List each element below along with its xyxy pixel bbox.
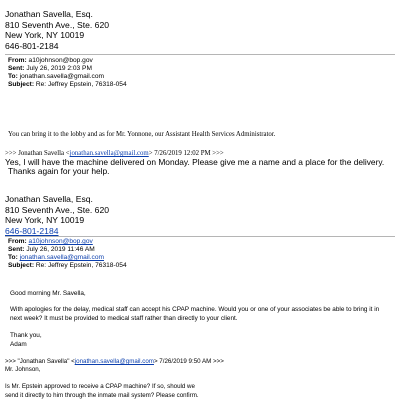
quoted-header [5, 358, 224, 366]
signature-block [5, 9, 109, 51]
to-link[interactable]: jonathan.savella@gmail.com [19, 254, 105, 262]
email-body-text: You can bring it to the lobby and as for Mr. Yonnone, our Assistant Health Services Administrator. [8, 131, 276, 138]
email-link[interactable]: jonathan.savella@gmail.com [74, 358, 154, 365]
email-link[interactable]: jonathan.savella@gmail.com [69, 150, 149, 157]
signature-address-line1: 810 Seventh Ave., Ste. 620 [5, 19, 110, 30]
quoted-line: Is Mr. Epstein approved to receive a CPAP machine? If so, should we [5, 383, 195, 390]
signature-phone-link[interactable]: 646-801-2184 [5, 225, 59, 236]
email-header [8, 57, 127, 89]
subject-value: Re: Jeffrey Epstein, 76318-054 [35, 81, 127, 89]
from-link[interactable]: a10johnson@bop.gov [28, 238, 93, 245]
from-value: a10johnson@bop.gov [28, 57, 93, 64]
quoted-header-suffix: > 7/26/2019 9:50 AM >>> [153, 358, 224, 365]
signature-address-line2: New York, NY 10019 [5, 30, 85, 41]
from-label: From: [8, 57, 27, 64]
sent-value: July 26, 2019 11:46 AM [26, 246, 95, 254]
subject-label: Subject: [8, 81, 35, 89]
email-thanks: Thank you, [10, 332, 42, 339]
subject-value: Re: Jeffrey Epstein, 76318-054 [35, 262, 127, 270]
signature-address-line2: New York, NY 10019 [5, 215, 85, 226]
quoted-line: Yes, I will have the machine delivered on Monday. Please give me a name and a place for the delivery. [5, 157, 385, 167]
subject-label: Subject: [8, 262, 35, 270]
quoted-line: Thanks again for your help. [8, 166, 110, 176]
separator-line [5, 236, 395, 237]
quoted-header-prefix: >>> Jonathan Savella < [5, 150, 70, 157]
signature-address-line1: 810 Seventh Ave., Ste. 620 [5, 204, 110, 215]
email-signoff: Adam [10, 341, 27, 348]
quoted-salutation: Mr. Johnson, [5, 366, 41, 373]
sent-value: July 26, 2019 2:03 PM [26, 65, 92, 73]
signature-block [5, 194, 109, 236]
to-label: To: [8, 73, 18, 81]
quoted-header-prefix: >>> "Jonathan Savella" < [5, 358, 75, 365]
sent-label: Sent: [8, 246, 25, 254]
sent-label: Sent: [8, 65, 25, 73]
email-greeting: Good morning Mr. Savella, [10, 290, 86, 297]
signature-name: Jonathan Savella, Esq. [5, 194, 93, 204]
email-body-line: With apologies for the delay, medical staff can accept his CPAP machine. Would you or one of your associates be able to bring it in [10, 306, 380, 313]
to-value: jonathan.savella@gmail.com [19, 73, 105, 81]
email-body-line: next week? It must be provided to medical staff rather than directly to your client. [10, 315, 238, 322]
to-label: To: [8, 254, 18, 262]
signature-phone: 646-801-2184 [5, 40, 59, 51]
separator-line [5, 54, 395, 55]
signature-name: Jonathan Savella, Esq. [5, 9, 93, 19]
email-header [8, 238, 127, 270]
from-label: From: [8, 238, 27, 245]
quoted-header-suffix: > 7/26/2019 12:02 PM >>> [148, 150, 224, 157]
quoted-line: send it directly to him through the inmate mail system? Please confirm. [5, 392, 199, 399]
